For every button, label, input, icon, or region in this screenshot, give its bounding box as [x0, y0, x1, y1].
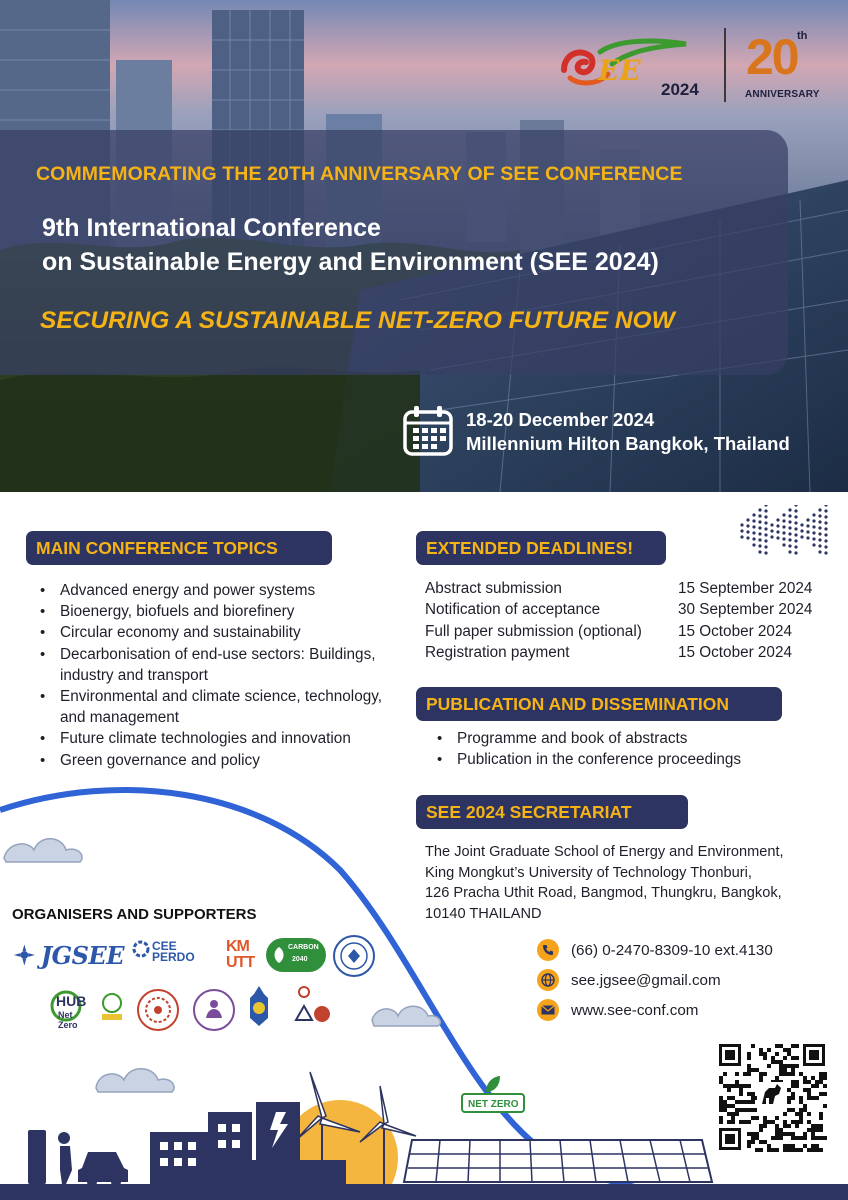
calendar-icon	[402, 404, 454, 456]
contact-website[interactable]	[537, 999, 837, 1021]
contact-phone[interactable]	[537, 939, 837, 961]
deadline-date: 15 September 2024	[678, 580, 813, 597]
deadline-date: 15 October 2024	[678, 644, 792, 662]
contact-email[interactable]	[537, 969, 837, 991]
crest-logo	[244, 984, 274, 1028]
event-date: 18-20 December 2024	[466, 409, 655, 430]
list-item: • Green governance and policy	[38, 750, 398, 771]
topics-heading: MAIN CONFERENCE TOPICS	[26, 531, 332, 565]
anniversary-suffix: th	[797, 30, 808, 42]
phone-icon	[537, 939, 559, 961]
conference-title	[42, 211, 659, 279]
list-item: • Publication in the conference proceedings	[435, 749, 835, 770]
conference-title-line1: 9th International Conference	[42, 214, 381, 242]
publication-list	[435, 728, 835, 770]
table-row	[425, 578, 845, 599]
conference-tagline: SECURING A SUSTAINABLE NET-ZERO FUTURE NOW	[40, 307, 675, 334]
deadline-label: Registration payment	[425, 644, 570, 662]
organisers-heading: ORGANISERS AND SUPPORTERS	[12, 906, 257, 923]
conference-title-line2: on Sustainable Energy and Environment (SEE 2024)	[42, 248, 659, 276]
secretariat-heading: SEE 2024 SECRETARIAT	[416, 795, 688, 829]
globe-icon	[537, 969, 559, 991]
list-item: • Environmental and climate science, technology, and management	[38, 686, 398, 728]
qr-code[interactable]	[717, 1042, 827, 1152]
carbon-2040-logo: CARBON 2040	[266, 938, 326, 972]
agency-logo	[292, 984, 332, 1026]
university-seal-logo	[332, 934, 376, 978]
list-item: • Circular economy and sustainability	[38, 622, 398, 643]
table-row	[425, 621, 845, 642]
thai-seal-logo	[136, 988, 180, 1032]
ministry-seal-logo	[192, 988, 236, 1032]
list-item: • Advanced energy and power systems	[38, 580, 398, 601]
secretariat-address	[425, 842, 845, 924]
list-item: • Future climate technologies and innovation	[38, 728, 398, 749]
email-address: see.jgsee@gmail.com	[571, 971, 721, 989]
list-item: • Bioenergy, biofuels and biorefinery	[38, 601, 398, 622]
net-zero-badge: NET ZERO	[468, 1099, 519, 1110]
dots-decoration	[740, 505, 828, 557]
website-url: www.see-conf.com	[571, 1001, 699, 1019]
logo-divider	[724, 28, 726, 102]
hub-net-zero-logo: HUB Net Zero	[48, 990, 92, 1030]
address-line: The Joint Graduate School of Energy and Environment,	[425, 844, 784, 860]
deadline-date: 15 October 2024	[678, 622, 792, 640]
anniversary-label: ANNIVERSARY	[745, 89, 820, 100]
svg-text:EE: EE	[598, 54, 641, 87]
address-line: 10140 THAILAND	[425, 905, 542, 922]
envelope-icon	[537, 999, 559, 1021]
topics-list	[38, 580, 398, 771]
kmutt-logo: KM UTT	[226, 938, 255, 971]
deadline-date: 30 September 2024	[678, 601, 813, 619]
list-item: • Decarbonisation of end-use sectors: Buildings, industry and transport	[38, 644, 398, 686]
hero-banner	[0, 0, 848, 492]
see-logo-year: 2024	[661, 80, 699, 99]
deadline-label: Full paper submission (optional)	[425, 622, 642, 640]
supporter-logo	[98, 992, 126, 1022]
jgsee-logo: JGSEE	[12, 940, 124, 970]
address-line: King Mongkut’s University of Technology Thonburi,	[425, 864, 752, 881]
deadlines-heading: EXTENDED DEADLINES!	[416, 531, 666, 565]
list-item: • Programme and book of abstracts	[435, 728, 835, 749]
table-row	[425, 642, 845, 663]
commemorating-banner: COMMEMORATING THE 20TH ANNIVERSARY OF SEE CONFERENCE	[36, 163, 683, 185]
table-row	[425, 599, 845, 620]
anniversary-number: 20	[746, 29, 798, 85]
deadline-label: Abstract submission	[425, 580, 562, 597]
deadline-table	[425, 578, 845, 664]
phone-number: (66) 0-2470-8309-10 ext.4130	[571, 941, 773, 959]
cee-perdo-logo: CEE PERDO	[132, 938, 222, 974]
deadline-label: Notification of acceptance	[425, 601, 601, 619]
event-venue: Millennium Hilton Bangkok, Thailand	[466, 433, 790, 454]
publication-heading: PUBLICATION AND DISSEMINATION	[416, 687, 782, 721]
address-line: 126 Pracha Uthit Road, Bangmod, Thungkru, Bangkok,	[425, 885, 782, 901]
